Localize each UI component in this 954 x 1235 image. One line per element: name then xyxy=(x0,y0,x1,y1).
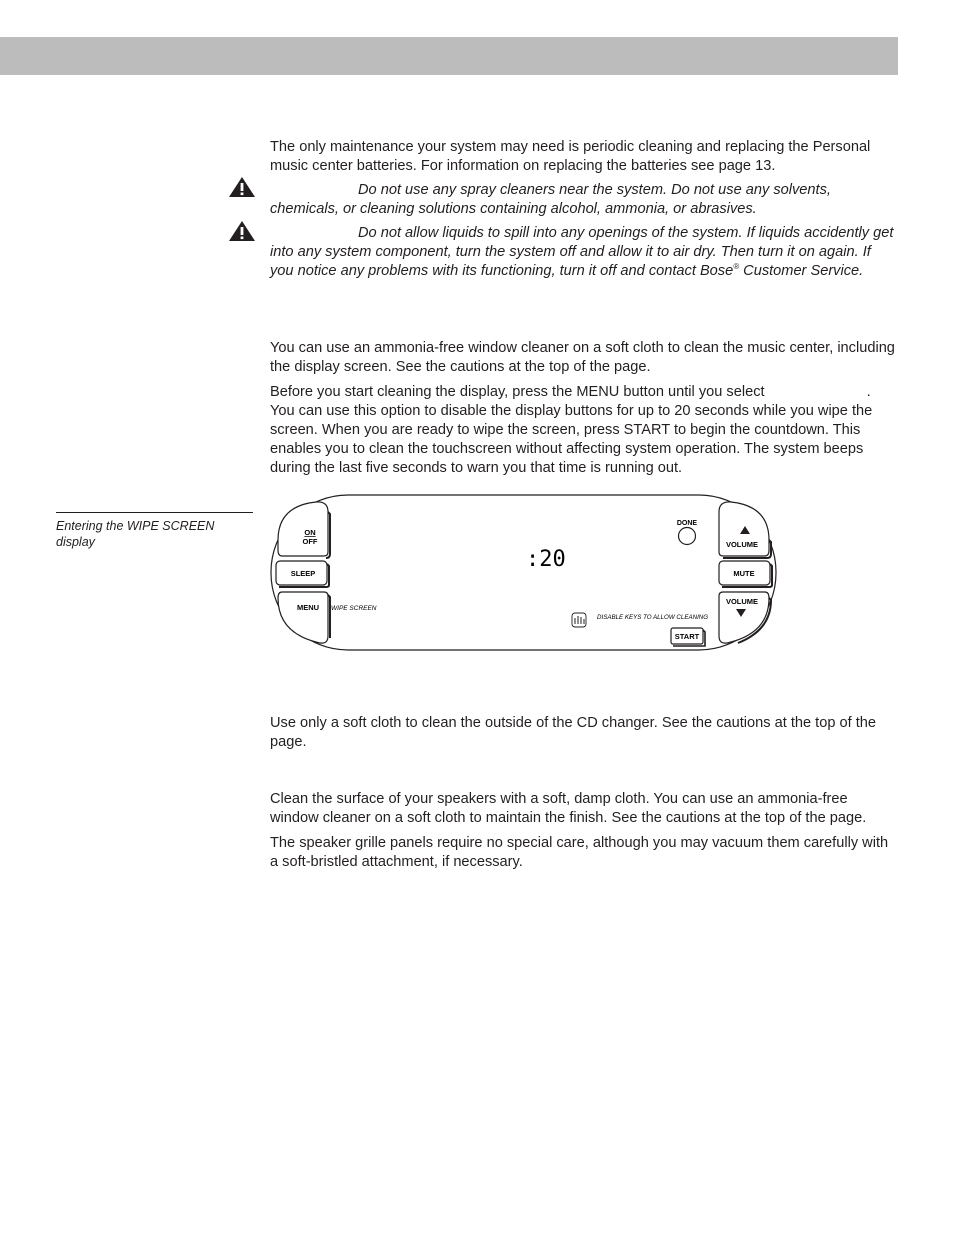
warning-icon xyxy=(227,220,257,242)
caution-2-text: Do not allow liquids to spill into any openings of the system. If liquids accidently get into any system component, turn the system off and allow it to air dry. Then turn it on again. If you notice any problems with its functioning, turn it off and contact Bose xyxy=(270,225,894,279)
music-center-p2-end: . You can use this option to disable the display buttons for up to 20 seconds while you wipe the screen. When you are ready to wipe the screen, press START to begin the countdown. This enables you to clean the touchscreen without affecting system operation. The system beeps during the last five seconds to warn you that time is running out. xyxy=(270,384,873,476)
mute-label: MUTE xyxy=(733,569,755,578)
start-label: START xyxy=(674,632,700,641)
figure-caption: Entering the WIPE SCREEN display xyxy=(56,519,215,549)
display-outline xyxy=(271,495,776,650)
menu-button[interactable] xyxy=(278,592,328,643)
speakers-paragraph-1: Clean the surface of your speakers with a soft, damp cloth. You can use an ammonia-free window cleaner on a soft cloth to maintain the finish. See the cautions at the top of the page. xyxy=(270,791,867,826)
header-bar xyxy=(0,37,898,75)
on-off-button[interactable] xyxy=(278,502,328,556)
music-center-p2-start: Before you start cleaning the display, press the MENU button until you select xyxy=(270,384,765,400)
sleep-label: SLEEP xyxy=(290,569,316,578)
volume-up-label: VOLUME xyxy=(725,540,759,549)
music-center-paragraph-2 xyxy=(270,383,896,478)
registered-mark: ® xyxy=(733,262,740,272)
display-illustration xyxy=(268,490,784,656)
countdown-readout: :20 xyxy=(526,547,566,572)
disable-keys-label: DISABLE KEYS TO ALLOW CLEANING xyxy=(597,614,709,621)
caution-1 xyxy=(270,181,896,219)
wipe-screen-label: WIPE SCREEN xyxy=(331,605,377,612)
caution-1-text: Do not use any spray cleaners near the system. Do not use any solvents, chemicals, or cleaning solutions containing alcohol, ammonia, or abrasives. xyxy=(270,182,831,217)
done-label: DONE xyxy=(676,520,698,527)
volume-down-label: VOLUME xyxy=(725,597,759,606)
speakers-paragraph-2: The speaker grille panels require no special care, although you may vacuum them carefully with a soft-bristled attachment, if necessary. xyxy=(270,835,889,870)
menu-label: MENU xyxy=(296,603,320,612)
cd-changer-paragraph: Use only a soft cloth to clean the outside of the CD changer. See the cautions at the top of the page. xyxy=(270,715,877,750)
music-center-paragraph-1: You can use an ammonia-free window cleaner on a soft cloth to clean the music center, including the display screen. See the cautions at the top of the page. xyxy=(270,340,895,375)
off-label: OFF xyxy=(302,537,318,546)
on-label: ON xyxy=(304,528,316,537)
caution-2-end: Customer Service. xyxy=(739,263,864,279)
intro-paragraph: The only maintenance your system may need is periodic cleaning and replacing the Personal music center batteries. For information on replacing the batteries see page 13. xyxy=(270,139,871,174)
caution-2 xyxy=(270,224,896,281)
done-button[interactable] xyxy=(679,528,696,545)
caption-rule xyxy=(56,512,253,513)
hand-wipe-icon xyxy=(572,613,586,627)
warning-icon xyxy=(227,176,257,198)
